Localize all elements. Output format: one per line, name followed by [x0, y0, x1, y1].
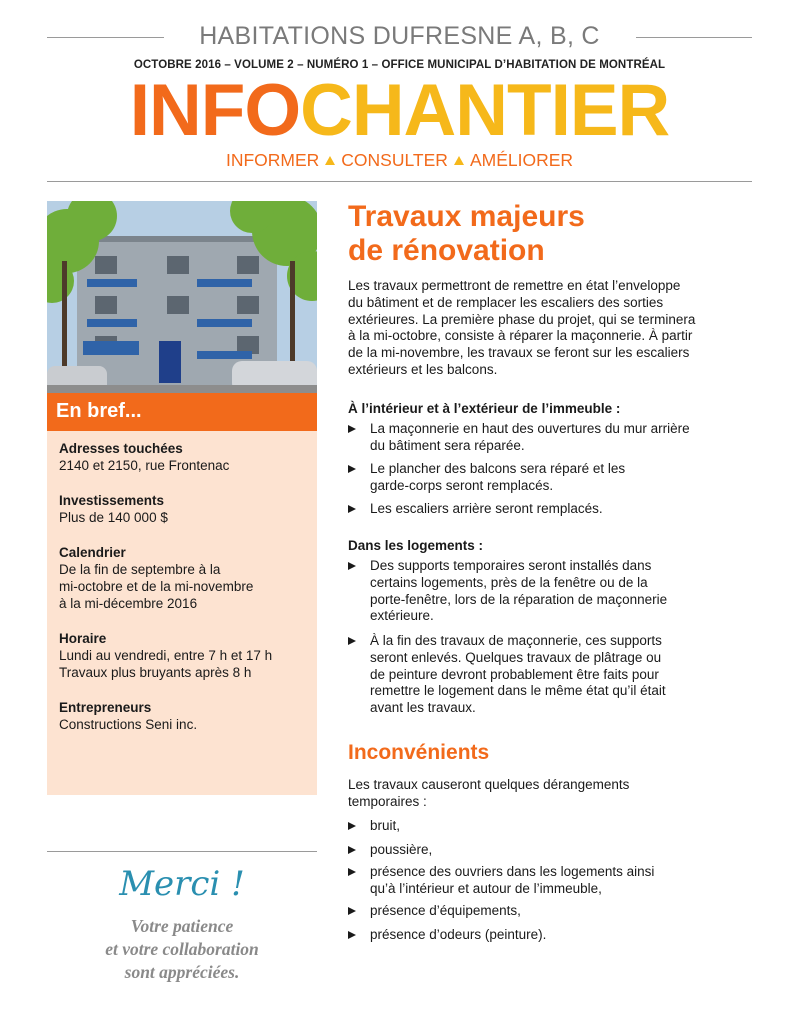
tagline-word: AMÉLIORER	[469, 150, 574, 170]
brief-item-value: 2140 et 2150, rue Frontenac	[59, 458, 230, 473]
bullet-line: présence d’équipements,	[370, 903, 521, 918]
brief-item-label: Calendrier	[59, 545, 126, 560]
article-title-line: Travaux majeurs	[348, 200, 585, 233]
intro-line: Les travaux causeront quelques dérangements	[348, 777, 630, 792]
bullet-line: qu’à l’intérieur et autour de l’immeuble,	[370, 880, 602, 896]
bullet-item	[348, 501, 768, 518]
bullet-line: avant les travaux.	[370, 700, 476, 716]
bullet-item	[348, 818, 768, 835]
brand-part-chantier: CHANTIER	[300, 70, 670, 151]
intro-line: Les travaux permettront de remettre en état l’enveloppe	[348, 278, 681, 293]
merci-message	[47, 915, 317, 984]
inconvenients-title: Inconvénients	[348, 741, 490, 764]
bullet-arrow-icon	[348, 505, 356, 513]
brief-item-investments	[59, 492, 309, 526]
merci-title: Merci !	[119, 864, 245, 904]
inconvenients-intro	[348, 777, 768, 811]
triangle-icon	[454, 156, 464, 165]
building-illustration	[47, 201, 317, 393]
bullet-item	[348, 633, 768, 717]
bullet-line: de peinture devront probablement être faits pour	[370, 666, 659, 682]
bullet-arrow-icon	[348, 637, 356, 645]
brief-item-schedule	[59, 630, 309, 681]
intro-line: temporaires :	[348, 793, 427, 809]
tagline-word: CONSULTER	[341, 150, 448, 170]
bullet-item	[348, 927, 768, 944]
bullet-line: seront enlevés. Quelques travaux de plâtrage ou	[370, 649, 662, 665]
bullet-item	[348, 421, 768, 455]
brand-part-info: INFO	[129, 70, 301, 151]
bullet-line: Les escaliers arrière seront remplacés.	[370, 501, 603, 516]
bullet-item	[348, 461, 768, 495]
bullet-item	[348, 558, 768, 625]
brief-item-calendar	[59, 544, 309, 612]
bullet-item	[348, 864, 768, 898]
bullet-line: garde-corps seront remplacés.	[370, 477, 554, 493]
brief-item-label: Investissements	[59, 493, 165, 508]
header-bottom-rule	[47, 181, 752, 182]
merci-line: sont appréciées.	[124, 962, 240, 982]
section-heading-building: À l’intérieur et à l’extérieur de l’immeuble :	[348, 401, 621, 416]
brief-item-value: Plus de 140 000 $	[59, 510, 168, 525]
bullet-arrow-icon	[348, 931, 356, 939]
bullet-line: porte-fenêtre, lors de la réparation de maçonnerie	[370, 591, 668, 607]
bullet-line: remettre le logement dans le même état qu’il était	[370, 683, 666, 699]
brief-title: En bref...	[56, 400, 142, 422]
brief-item-value: Lundi au vendredi, entre 7 h et 17 h	[59, 648, 273, 663]
bullet-line: À la fin des travaux de maçonnerie, ces supports	[370, 633, 662, 648]
brief-item-value: mi-octobre et de la mi-novembre	[59, 579, 254, 594]
bullet-line: Le plancher des balcons sera réparé et les	[370, 461, 626, 476]
section-heading-units: Dans les logements :	[348, 538, 484, 553]
brief-item-value: à la mi-décembre 2016	[59, 596, 198, 611]
intro-line: extérieurs et les balcons.	[348, 361, 498, 377]
bullet-line: présence d’odeurs (peinture).	[370, 927, 547, 942]
bullet-line: Des supports temporaires seront installés dans	[370, 558, 652, 573]
bullet-arrow-icon	[348, 465, 356, 473]
merci-rule	[47, 851, 317, 852]
building-photo	[47, 201, 317, 393]
bullet-arrow-icon	[348, 425, 356, 433]
bullet-line: extérieure.	[370, 608, 434, 624]
bullet-line: présence des ouvriers dans les logements ainsi	[370, 864, 655, 879]
intro-line: de la mi-novembre, les travaux se feront sur les escaliers	[348, 345, 690, 361]
article-title	[348, 200, 768, 268]
site-title: HABITATIONS DUFRESNE A, B, C	[199, 22, 600, 50]
article-intro	[348, 278, 768, 379]
tagline	[0, 150, 799, 171]
bullet-line: du bâtiment sera réparée.	[370, 437, 525, 453]
merci-line: Votre patience	[130, 916, 234, 936]
bullet-arrow-icon	[348, 907, 356, 915]
bullet-item	[348, 903, 768, 920]
brief-item-label: Horaire	[59, 631, 107, 646]
merci-line: et votre collaboration	[105, 939, 259, 959]
brief-item-label: Entrepreneurs	[59, 700, 152, 715]
article-title-line: de rénovation	[348, 234, 545, 267]
brief-item-addresses	[59, 440, 309, 474]
bullet-line: bruit,	[370, 818, 401, 833]
brief-item-label: Adresses touchées	[59, 441, 183, 456]
brief-item-value: Travaux plus bruyants après 8 h	[59, 665, 252, 680]
bullet-arrow-icon	[348, 846, 356, 854]
brief-item-contractors	[59, 699, 309, 733]
bullet-item	[348, 842, 768, 859]
triangle-icon	[325, 156, 335, 165]
bullet-arrow-icon	[348, 822, 356, 830]
bullet-line: La maçonnerie en haut des ouvertures du mur arrière	[370, 421, 690, 436]
intro-line: du bâtiment et de remplacer les escaliers des sorties	[348, 294, 664, 310]
intro-line: extérieures. La première phase du projet, qui se terminera	[348, 311, 696, 327]
bullet-line: poussière,	[370, 842, 433, 857]
tagline-word: INFORMER	[225, 150, 320, 170]
bullet-arrow-icon	[348, 868, 356, 876]
bullet-arrow-icon	[348, 562, 356, 570]
intro-line: à la mi-octobre, consiste à réparer la maçonnerie. À partir	[348, 328, 693, 344]
brief-item-value: Constructions Seni inc.	[59, 717, 198, 732]
brief-item-value: De la fin de septembre à la	[59, 562, 221, 577]
brand-logo	[0, 70, 799, 152]
bullet-line: certains logements, près de la fenêtre ou de la	[370, 574, 648, 590]
issue-line: OCTOBRE 2016 – VOLUME 2 – NUMÉRO 1 – OFFICE MUNICIPAL D’HABITATION DE MONTRÉAL	[133, 59, 666, 71]
